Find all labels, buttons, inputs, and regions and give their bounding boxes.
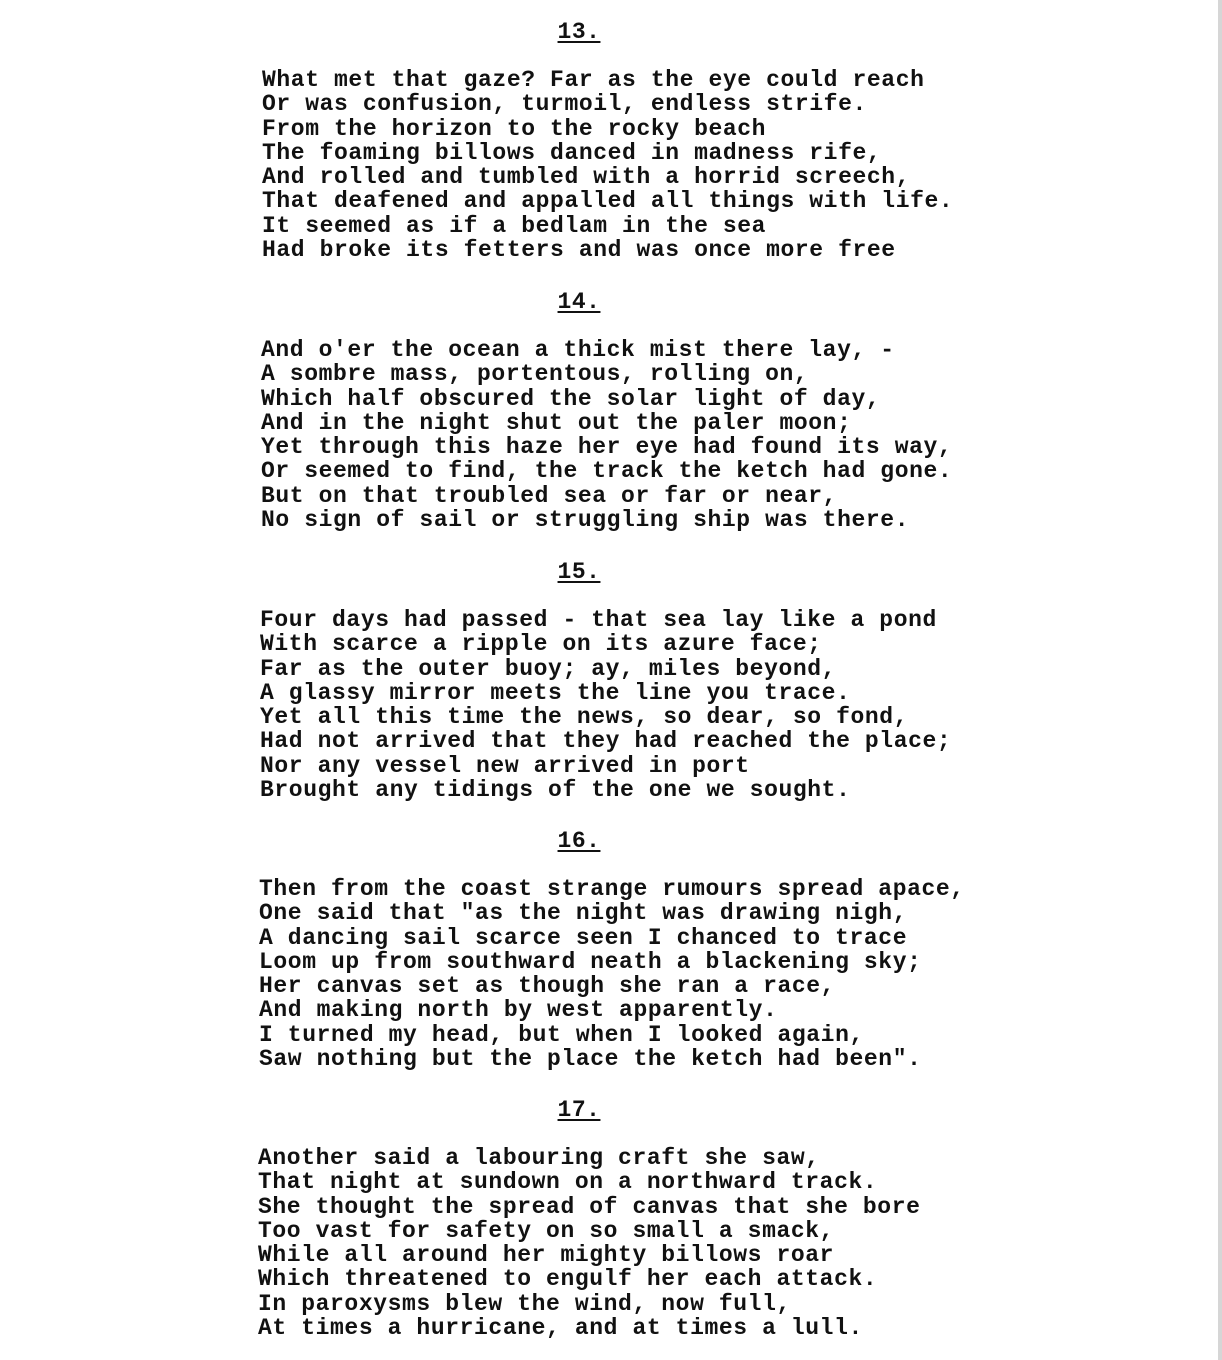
poem-line: Which threatened to engulf her each attack. [258, 1266, 878, 1293]
poem-line: Or seemed to find, the track the ketch had gone. [261, 458, 953, 485]
poem-line: From the horizon to the rocky beach [262, 115, 767, 142]
poem-line: Another said a labouring craft she saw, [258, 1145, 820, 1171]
poem-line: Then from the coast strange rumours spread apace, [259, 876, 965, 902]
poem-line: And making north by west apparently. [259, 997, 778, 1024]
poem-line: Or was confusion, turmoil, endless strife. [262, 91, 867, 118]
poem-line: Four days had passed - that sea lay like a pond [260, 607, 937, 633]
poem-line: And in the night shut out the paler moon; [261, 409, 852, 436]
poem-line: A glassy mirror meets the line you trace. [260, 679, 851, 706]
stanza-lines [261, 338, 952, 532]
stanza-number: 14. [557, 289, 601, 315]
poem-line: But on that troubled sea or far or near, [261, 482, 838, 509]
poem-line: It seemed as if a bedlam in the sea [262, 212, 767, 239]
stanza-number: 13. [557, 19, 601, 45]
poem-line: Saw nothing but the place the ketch had been". [259, 1046, 922, 1073]
poem-line: And rolled and tumbled with a horrid screech, [262, 164, 911, 191]
poem-line: A sombre mass, portentous, rolling on, [261, 361, 809, 388]
stanza-lines [259, 877, 965, 1071]
poem-line: At times a hurricane, and at times a lull. [258, 1315, 863, 1342]
poem-line: While all around her mighty billows roar [258, 1242, 835, 1269]
poem-line: In paroxysms blew the wind, now full, [258, 1290, 791, 1317]
poem-line: Yet all this time the news, so dear, so fond, [260, 704, 909, 731]
poem-line: One said that "as the night was drawing nigh, [259, 900, 908, 927]
stanza-lines [260, 608, 951, 802]
poem-line: Had not arrived that they had reached the place; [260, 728, 952, 755]
stanza-number: 17. [557, 1097, 601, 1123]
poem-line: That deafened and appalled all things with life. [262, 188, 954, 215]
poem-line: The foaming billows danced in madness rife, [262, 139, 882, 166]
poem-line: A dancing sail scarce seen I chanced to trace [259, 924, 908, 951]
poem-line: What met that gaze? Far as the eye could reach [262, 67, 925, 93]
poem-line: I turned my head, but when I looked again, [259, 1021, 864, 1048]
poem-line: She thought the spread of canvas that she bore [258, 1193, 921, 1220]
poem-line: Nor any vessel new arrived in port [260, 752, 750, 779]
stanza-lines [262, 68, 953, 262]
stanza-number: 16. [557, 828, 601, 854]
poem-line: Brought any tidings of the one we sought. [260, 777, 851, 804]
poem-line: And o'er the ocean a thick mist there lay, - [261, 337, 895, 363]
poem-line: Loom up from southward neath a blackening sky; [259, 948, 922, 975]
poem-line: No sign of sail or struggling ship was there. [261, 507, 910, 534]
poem-line: Which half obscured the solar light of day, [261, 385, 881, 412]
poem-line: Her canvas set as though she ran a race, [259, 973, 836, 1000]
stanza-lines [258, 1146, 921, 1340]
poem-line: Far as the outer buoy; ay, miles beyond, [260, 655, 837, 682]
stanza-number: 15. [557, 559, 601, 585]
poem-line: With scarce a ripple on its azure face; [260, 631, 822, 658]
poem-line: That night at sundown on a northward track. [258, 1169, 878, 1196]
poem-line: Too vast for safety on so small a smack, [258, 1217, 835, 1244]
page-edge-divider [1218, 0, 1222, 1360]
poem-line: Had broke its fetters and was once more free [262, 237, 896, 264]
poem-line: Yet through this haze her eye had found its way, [261, 434, 953, 461]
